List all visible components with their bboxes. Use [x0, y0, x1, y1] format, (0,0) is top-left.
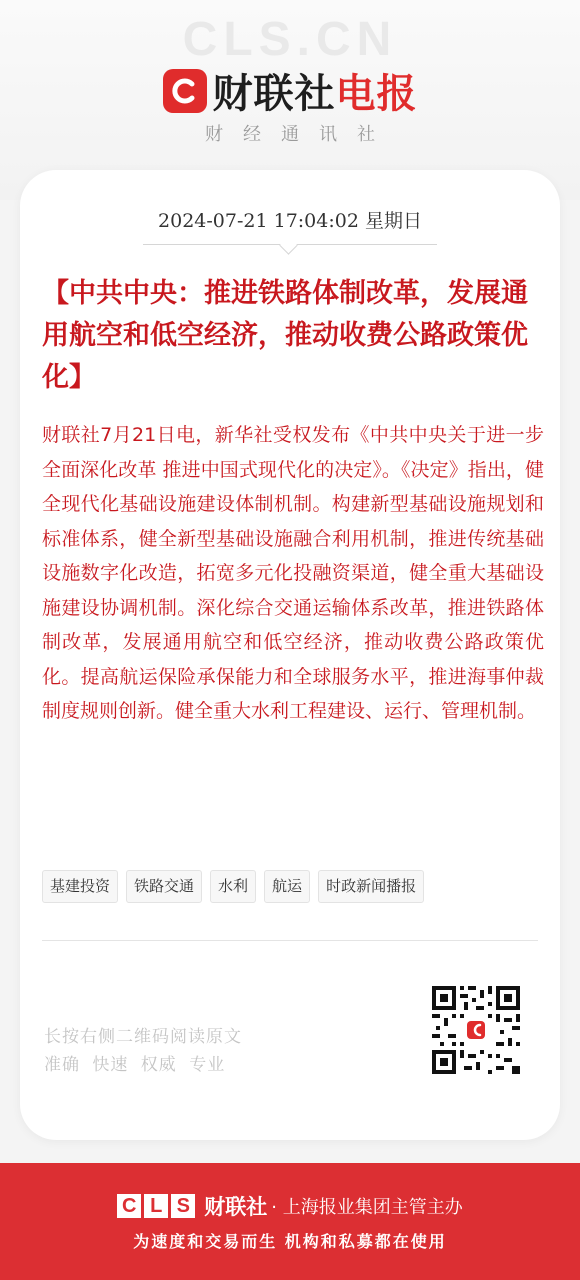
logo-accent: 电报 — [335, 71, 418, 117]
tag-shipping[interactable]: 航运 — [264, 870, 310, 903]
article-headline: 【中共中央：推进铁路体制改革，发展通用航空和低空经济，推动收费公路政策优化】 — [42, 278, 528, 393]
brand-logo — [0, 62, 580, 119]
tag-politics-news[interactable]: 时政新闻播报 — [318, 870, 424, 903]
article-card — [20, 170, 560, 1140]
qr-code-icon[interactable] — [430, 984, 522, 1076]
watermark-text: CLS.CN — [182, 13, 398, 66]
article-body: 财联社7月21日电，新华社受权发布《中共中央关于进一步全面深化改革 推进中国式现代化的决定》。《决定》指出，健全现代化基础设施建设体制机制。构建新型基础设施规划和标准体系，健全新型基础设施融合利用机制，推进传统基础设施数字化改造，拓宽多元化投融资渠道，健全重大基础设施建设协调机制。深化综合交通运输体系改革，推进铁路体制改革，发展通用航空和低空经济，推动收费公路政策优化。提高航运保险承保能力和全球服务水平，推进海事仲裁制度规则创新。健全重大水利工程建设、运行、管理机制。 — [42, 424, 544, 722]
qr-hint: 长按右侧二维码阅读原文 — [44, 1027, 242, 1047]
tag-infrastructure[interactable]: 基建投资 — [42, 870, 118, 903]
tag-railway[interactable]: 铁路交通 — [126, 870, 202, 903]
cls-letter-c: C — [117, 1194, 141, 1218]
brand-slogan: 准确 快速 权威 专业 — [44, 1055, 226, 1075]
logo-name: 财联社 — [212, 71, 336, 117]
cls-letter-l: L — [144, 1194, 168, 1218]
article-datetime: 2024-07-21 17:04:02 星期日 — [158, 210, 422, 232]
tag-water[interactable]: 水利 — [210, 870, 256, 903]
footer-organization: · 上海报业集团主管主办 — [271, 1197, 463, 1218]
date-divider-notch — [279, 236, 297, 254]
footer-brand-name: 财联社 — [204, 1195, 268, 1219]
footer-brand-row — [0, 1191, 580, 1221]
header-tagline: 财经通讯社 — [205, 124, 395, 145]
cls-letter-s: S — [171, 1194, 195, 1218]
tag-list — [42, 870, 424, 903]
page-footer — [0, 1163, 580, 1280]
cls-wordmark — [117, 1194, 198, 1218]
card-divider — [42, 940, 538, 941]
cls-c-logo-icon — [163, 69, 207, 113]
footer-slogan: 为速度和交易而生 机构和私募都在使用 — [133, 1232, 447, 1251]
